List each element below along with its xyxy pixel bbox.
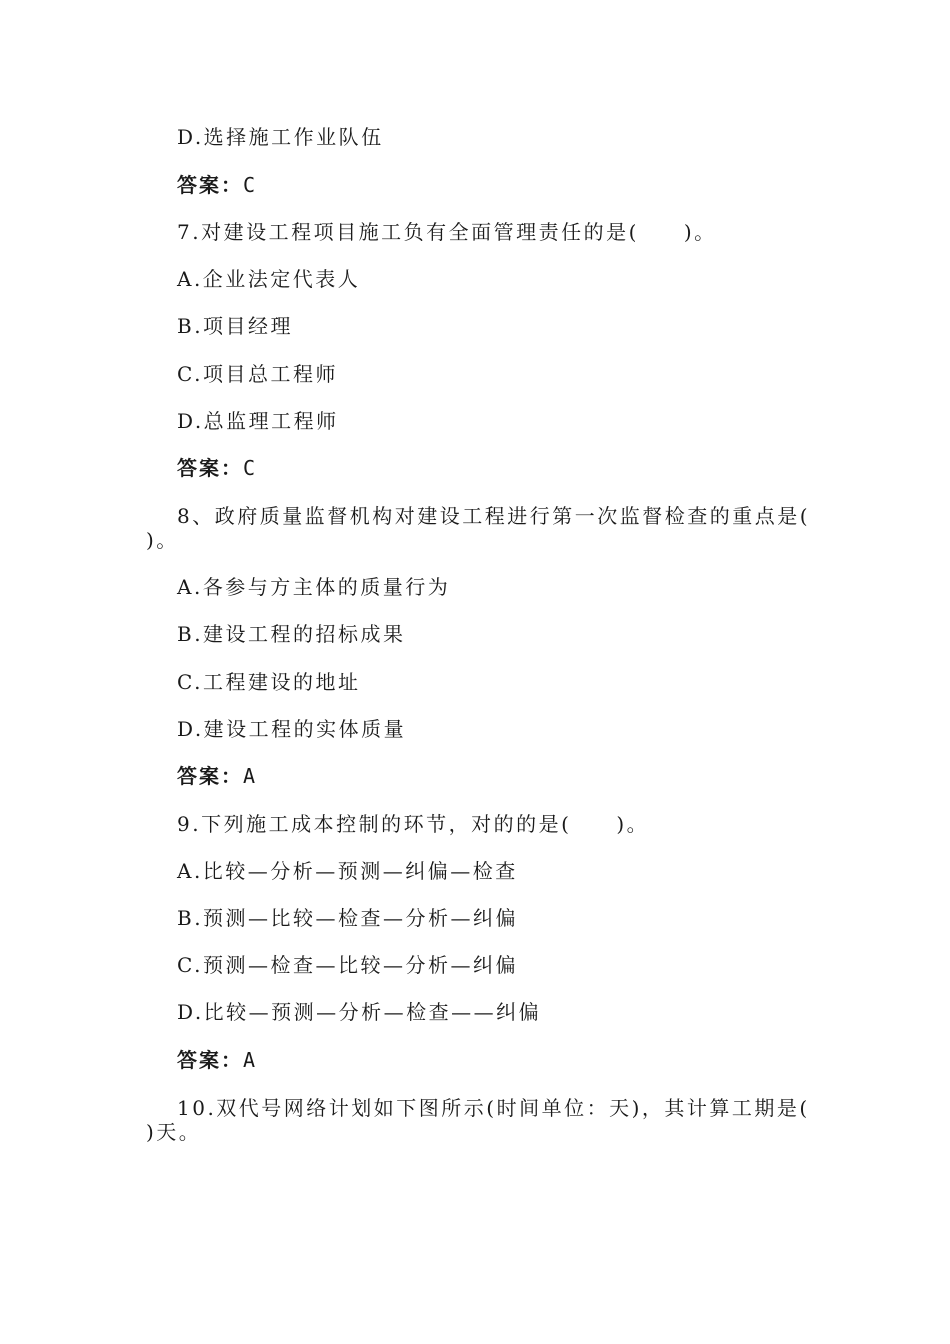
answer-value: C: [243, 173, 257, 197]
q8-stem-line2: )。: [146, 528, 179, 552]
answer-label: 答案：: [177, 1048, 243, 1072]
q9-option-a: A.比较—分析—预测—纠偏—检查: [177, 859, 518, 883]
q9-stem: 9.下列施工成本控制的环节，对的的是( )。: [177, 812, 650, 836]
q7-option-a: A.企业法定代表人: [177, 267, 361, 291]
q7-option-c: C.项目总工程师: [177, 362, 338, 386]
q8-option-d: D.建设工程的实体质量: [177, 717, 407, 741]
q8-stem-line1: 8、政府质量监督机构对建设工程进行第一次监督检查的重点是(: [177, 504, 811, 528]
q8-option-a: A.各参与方主体的质量行为: [177, 575, 451, 599]
q10-stem-line1: 10.双代号网络计划如下图所示(时间单位：天)，其计算工期是(: [177, 1096, 810, 1120]
answer-value: A: [243, 764, 257, 788]
q9-option-c: C.预测—检查—比较—分析—纠偏: [177, 953, 518, 977]
q8-answer: [177, 764, 256, 788]
q7-option-b: B.项目经理: [177, 314, 294, 338]
q8-option-b: B.建设工程的招标成果: [177, 622, 406, 646]
q6-option-d: D.选择施工作业队伍: [177, 125, 384, 149]
answer-value: A: [243, 1048, 257, 1072]
q9-option-d: D.比较—预测—分析—检查——纠偏: [177, 1000, 542, 1024]
answer-label: 答案：: [177, 456, 243, 480]
q9-option-b: B.预测—比较—检查—分析—纠偏: [177, 906, 519, 930]
q7-option-d: D.总监理工程师: [177, 409, 339, 433]
answer-label: 答案：: [177, 173, 243, 197]
q7-answer: [177, 456, 256, 480]
q7-stem: 7.对建设工程项目施工负有全面管理责任的是( )。: [177, 220, 717, 244]
q10-stem-line2: )天。: [146, 1120, 202, 1144]
q6-answer: [177, 173, 256, 197]
q9-answer: [177, 1048, 256, 1072]
answer-value: C: [243, 456, 257, 480]
q8-option-c: C.工程建设的地址: [177, 670, 361, 694]
answer-label: 答案：: [177, 764, 243, 788]
